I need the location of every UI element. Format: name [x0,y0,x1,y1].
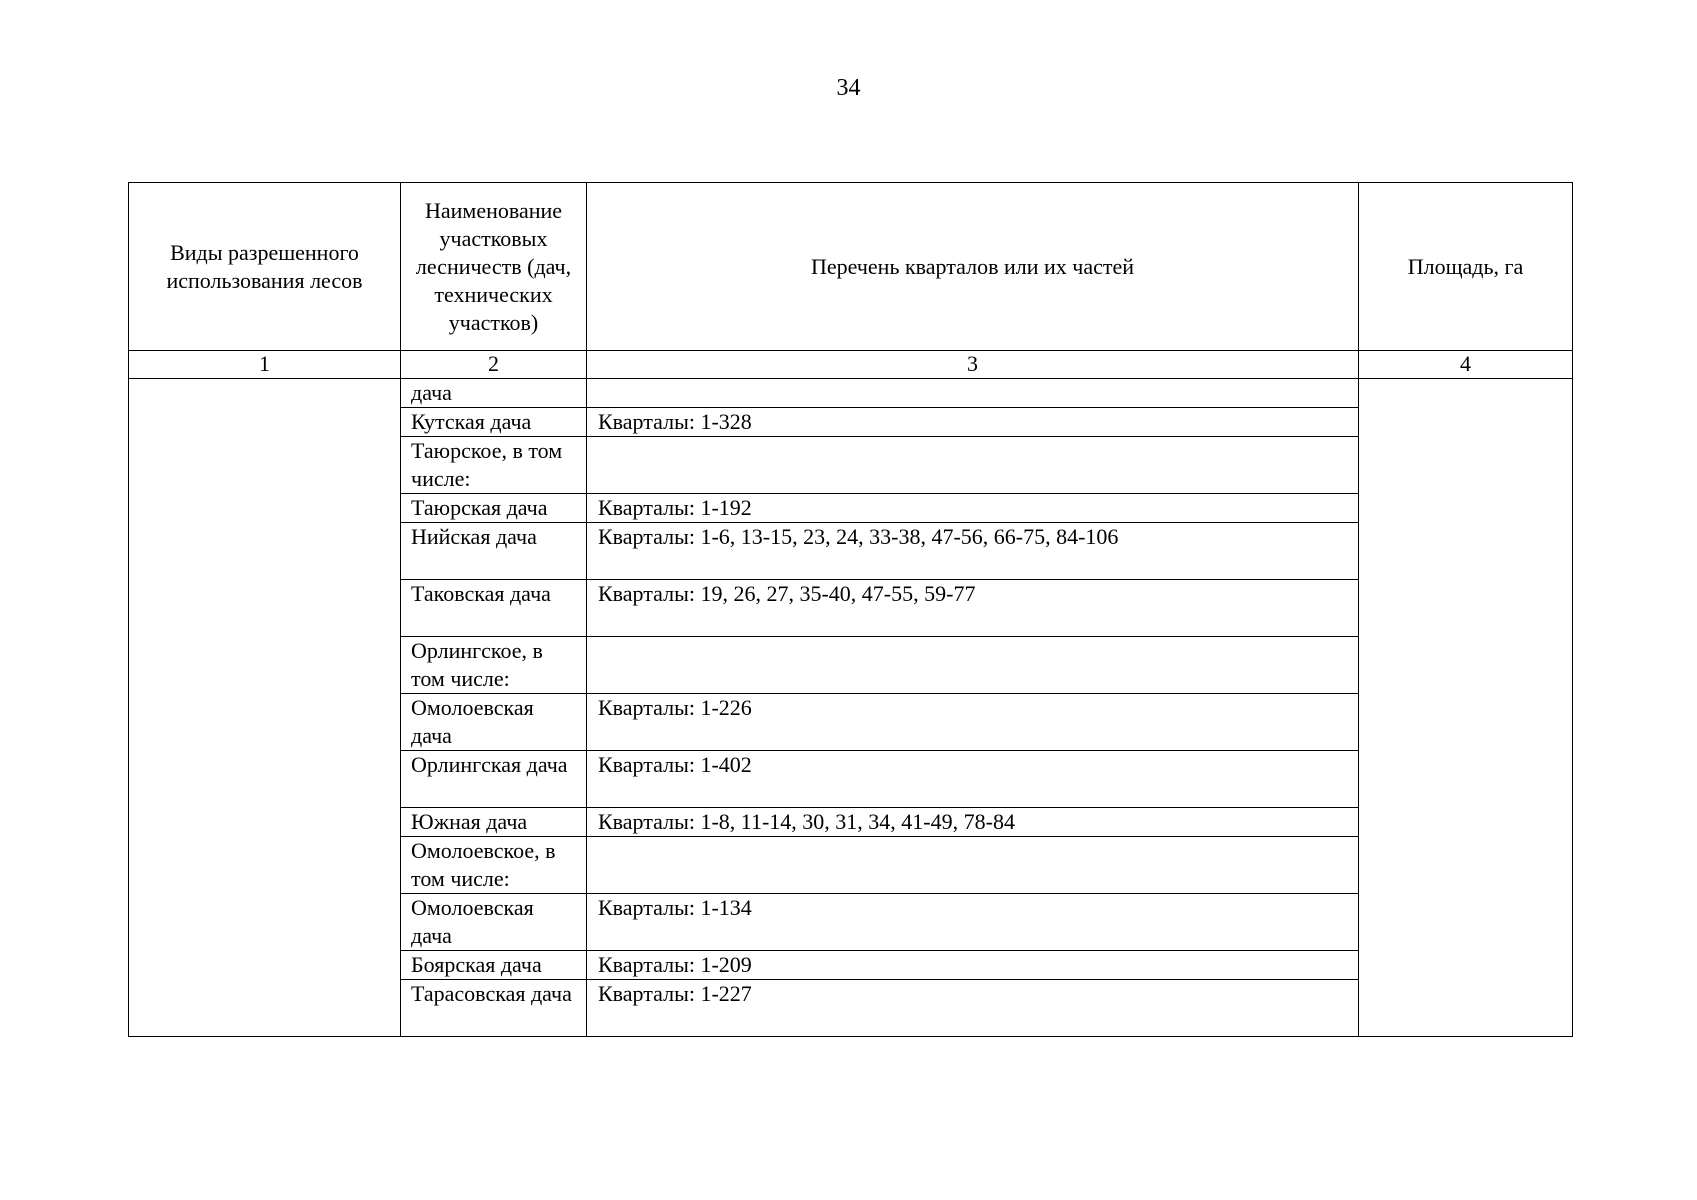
table-row [129,379,1573,408]
quarters-cell [587,837,1359,894]
quarters-cell: Кварталы: 1-209 [587,951,1359,980]
forestry-name-cell: Кутская дача [401,408,587,437]
forestry-name-cell: Таковская дача [401,580,587,637]
forestry-name-cell: Боярская дача [401,951,587,980]
forestry-name-cell: Таюрская дача [401,494,587,523]
forestry-name-cell: Омолоевская дача [401,694,587,751]
page-number: 34 [836,75,861,101]
forestry-name-cell: Орлингская дача [401,751,587,808]
area-cell [1359,379,1573,1037]
forestry-name-cell: Таюрское, в том числе: [401,437,587,494]
forestry-name-cell: Орлингское, в том числе: [401,637,587,694]
header-area: Площадь, га [1359,183,1573,351]
quarters-cell [587,437,1359,494]
quarters-cell: Кварталы: 1-192 [587,494,1359,523]
column-number: 1 [129,351,401,379]
header-quarters-list: Перечень кварталов или их частей [587,183,1359,351]
forestry-name-cell: Нийская дача [401,523,587,580]
header-row [129,183,1573,351]
forestry-name-cell: дача [401,379,587,408]
quarters-cell [587,637,1359,694]
forestry-name-cell: Южная дача [401,808,587,837]
quarters-cell: Кварталы: 1-226 [587,694,1359,751]
quarters-cell: Кварталы: 1-134 [587,894,1359,951]
column-number: 3 [587,351,1359,379]
quarters-cell [587,379,1359,408]
quarters-cell: Кварталы: 1-6, 13-15, 23, 24, 33-38, 47-56, 66-75, 84-106 [587,523,1359,580]
usage-type-cell [129,379,401,1037]
forestry-name-cell: Омолоевское, в том числе: [401,837,587,894]
quarters-cell: Кварталы: 19, 26, 27, 35-40, 47-55, 59-77 [587,580,1359,637]
column-number-row [129,351,1573,379]
column-number: 4 [1359,351,1573,379]
column-number: 2 [401,351,587,379]
header-forestry-names: Наименование участковых лесничеств (дач, технических участков) [401,183,587,351]
quarters-cell: Кварталы: 1-8, 11-14, 30, 31, 34, 41-49, 78-84 [587,808,1359,837]
forest-quarters-table [128,182,1573,1037]
header-usage-types: Виды разрешенного использования лесов [129,183,401,351]
quarters-cell: Кварталы: 1-328 [587,408,1359,437]
quarters-cell: Кварталы: 1-227 [587,980,1359,1037]
forestry-name-cell: Омолоевская дача [401,894,587,951]
forestry-name-cell: Тарасовская дача [401,980,587,1037]
quarters-cell: Кварталы: 1-402 [587,751,1359,808]
